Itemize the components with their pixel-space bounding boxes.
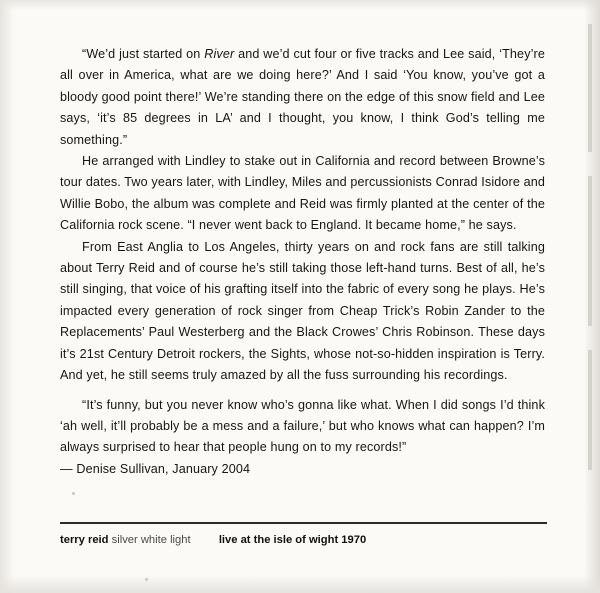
article-body bbox=[60, 44, 545, 480]
paragraph-4 bbox=[60, 395, 545, 459]
footer-divider bbox=[60, 522, 547, 524]
spine-mark-lower bbox=[588, 350, 592, 470]
page-footer bbox=[60, 522, 547, 546]
paragraph-2-text: He arranged with Lindley to stake out in California and record between Browne’s tour dates. Two years later, with Lindley, Miles and percussionists Conrad Isidore and Willie Bobo, the album was complete and Reid was firmly planted at the center of the California rock scene. “I never went back to England. It became home,” he says. bbox=[60, 154, 545, 233]
paragraph-1-text-b: and we’d cut four or five tracks and Lee said, ‘They’re all over in America, what are we doing here?’ And I said ‘You know, you’ve got a bloody good point there!’ We’re standing there on the edge of this snow field and Lee says, ‘it’s 85 degrees in LA’ and I thought, you know, I think God’s telling me something.” bbox=[60, 47, 545, 147]
paragraph-3-text: From East Anglia to Los Angeles, thirty years on and rock fans are still talking about Terry Reid and of course he’s still taking those left-hand turns. Best of all, he’s still singing, that voice of his grafting itself into the fabric of every song he plays. He’s impacted every generation of rock singer from Cheap Trick’s Robin Zander to the Replacements’ Paul Westerberg and the Black Crowes’ Chris Robinson. These days it’s 21st Century Detroit rockers, the Sights, whose not-so-hidden inspiration is Terry. And yet, he still seems truly amazed by all the fuss surrounding his recordings. bbox=[60, 239, 545, 383]
paragraph-1-text-a: “We’d just started on bbox=[82, 47, 205, 61]
scan-edge-bottom bbox=[0, 575, 600, 593]
footer-venue-line: live at the isle of wight 1970 bbox=[218, 533, 367, 546]
paragraph-2 bbox=[60, 151, 545, 237]
scan-speck-a bbox=[72, 492, 75, 495]
footer-artist-name: terry reid bbox=[60, 533, 109, 546]
article-byline: — Denise Sullivan, January 2004 bbox=[60, 461, 251, 476]
spine-mark-upper bbox=[588, 24, 592, 152]
spine-mark-mid bbox=[588, 176, 592, 326]
scan-edge-top bbox=[0, 0, 600, 10]
paragraph-3 bbox=[60, 237, 545, 387]
scan-speck-b bbox=[145, 578, 148, 581]
paragraph-1-title-river: River bbox=[204, 47, 235, 61]
paragraph-1 bbox=[60, 44, 545, 151]
footer-credit-line bbox=[60, 534, 547, 546]
paragraph-4-text: “It’s funny, but you never know who’s gonna like what. When I did songs I’d think ‘ah well, it’ll probably be a mess and a failure,’ but who knows what can happen? I’m always surprised to hear that people hung on to my records!” bbox=[60, 397, 545, 455]
scan-edge-right bbox=[584, 0, 600, 593]
scan-edge-left bbox=[0, 0, 14, 593]
footer-album-title: silver white light bbox=[111, 533, 191, 546]
